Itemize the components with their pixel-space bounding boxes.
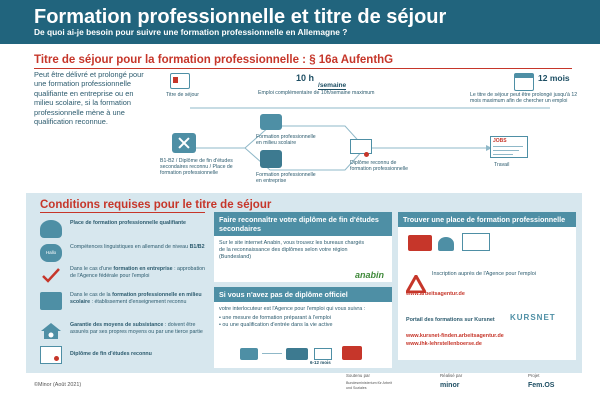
months-label: Le titre de séjour peut être prolongé jusqu'à 12 mois maximum afin de chercher un emploi bbox=[470, 92, 578, 105]
factory-icon bbox=[342, 346, 362, 360]
condition-item bbox=[40, 292, 205, 314]
panel-no-diploma bbox=[214, 287, 392, 367]
condition-text-bold: Garantie des moyens de subsistance bbox=[70, 322, 164, 328]
anabin-logo: anabin bbox=[354, 270, 384, 281]
condition-text-after: : établissement d'enseignement reconnu bbox=[90, 298, 187, 305]
section2-title: Conditions requises pour le titre de séjour bbox=[40, 199, 272, 211]
work-label: Travail bbox=[494, 162, 510, 168]
panel-find-place bbox=[398, 212, 576, 367]
certificate-icon bbox=[350, 139, 372, 154]
realized-by-label: Réalisé par bbox=[440, 373, 463, 378]
hours-small: /semaine bbox=[318, 82, 347, 89]
condition-text: Compétences linguistiques en allemand de niveau bbox=[70, 244, 190, 250]
jobs-newspaper-icon bbox=[490, 136, 528, 158]
school-building-icon bbox=[286, 348, 308, 360]
page-title: Formation professionnelle et titre de séjour bbox=[34, 6, 447, 28]
school-building-icon bbox=[260, 114, 282, 130]
minor-logo: minor bbox=[440, 382, 460, 389]
panel-recognize-body: Sur le site internet Anabin, vous trouvez les bureaux chargés de la reconnaissance des diplômes selon votre région (Bundesland) bbox=[219, 240, 365, 260]
section2-rule bbox=[40, 212, 205, 213]
supported-by-label: Soutenu par bbox=[346, 373, 370, 378]
school-label: Formation professionnelle en milieu scolaire bbox=[256, 134, 316, 147]
diploma-icon bbox=[40, 346, 62, 364]
condition-item bbox=[40, 346, 205, 368]
speech-bubble-icon bbox=[40, 244, 62, 262]
condition-text-bold: Diplôme de fin d'études reconnu bbox=[70, 351, 152, 357]
bullet-item: • une mesure de formation préparant à l'emploi bbox=[219, 314, 331, 321]
femos-logo: Fem.OS bbox=[528, 382, 555, 389]
copyright: ©Minor (Août 2021) bbox=[34, 382, 82, 388]
months-big: 12 mois bbox=[538, 73, 570, 83]
chart-board-icon bbox=[462, 233, 490, 251]
calendar-icon bbox=[514, 73, 534, 91]
months-text: 6-12 mois bbox=[310, 360, 331, 366]
calendar-icon bbox=[314, 348, 332, 360]
kursnet-link[interactable]: www.kursnet-finden.arbeitsagentur.de bbox=[406, 333, 504, 339]
recognized-label: Diplôme reconnu de formation professionnelle bbox=[350, 160, 408, 173]
factory-icon bbox=[260, 150, 282, 168]
condition-text-bold: B1/B2 bbox=[189, 244, 205, 250]
panel-recognize bbox=[214, 212, 392, 282]
condition-text-bold: formation professionnelle en milieu scolaire bbox=[70, 292, 202, 305]
bullet-item: • ou une qualification d'entrée dans la vie active bbox=[219, 321, 333, 328]
condition-item bbox=[40, 220, 205, 242]
speech-bubble-text: Hallo bbox=[45, 250, 57, 255]
panel-no-diploma-title: Si vous n'avez pas de diplôme officiel bbox=[214, 287, 392, 302]
condition-text-bold: formation en entreprise bbox=[113, 266, 173, 272]
section1-intro: Peut être délivré et prolongé pour une formation professionnelle qualifiante en entreprise ou en milieu scolaire, si la formation professionnelle mène à une qualification reconnue. bbox=[34, 70, 144, 127]
diploma-label: B1-B2 / Diplôme de fin d'études secondaires reconnu / Place de formation professionnelle bbox=[160, 158, 233, 177]
bullet-text: ou une qualification d'entrée dans la vie active bbox=[222, 321, 333, 328]
id-card-icon bbox=[170, 73, 190, 89]
section1-title: Titre de séjour pour la formation professionnelle : § 16a AufenthG bbox=[34, 54, 394, 66]
ministry-logo-text: Bundesministerium für Arbeit und Soziales bbox=[346, 381, 392, 390]
condition-text: Dans le cas de la bbox=[70, 292, 113, 298]
arrow-line bbox=[262, 353, 282, 354]
bullet-text: une mesure de formation préparant à l'emploi bbox=[222, 314, 331, 321]
jobs-text: JOBS bbox=[493, 138, 507, 144]
handshake-icon bbox=[40, 220, 62, 238]
panel-recognize-title: Faire reconnaître votre diplôme de fin d'études secondaires bbox=[214, 212, 392, 236]
condition-text: Dans le cas d'une bbox=[70, 266, 114, 272]
ba-text: Inscription auprès de l'Agence pour l'emploi bbox=[432, 271, 536, 277]
condition-text-after: : approbation de l'Agence fédérale pour l'emploi bbox=[70, 266, 205, 279]
hours-label: Emploi complémentaire de 10h/semaine maximum bbox=[258, 90, 375, 96]
person-icon bbox=[438, 237, 454, 251]
house-money-icon bbox=[40, 322, 62, 340]
condition-text: : doivent être assurés par ses propres moyens ou par une tierce partie bbox=[70, 322, 203, 335]
panel-find-title: Trouver une place de formation professionnelle bbox=[398, 212, 576, 227]
kursnet-logo: KURSNET bbox=[510, 313, 556, 322]
page-subtitle: De quoi ai-je besoin pour suivre une formation professionnelle en Allemagne ? bbox=[34, 27, 348, 37]
tools-icon bbox=[172, 133, 196, 153]
panel-no-diploma-intro: votre interlocuteur est l'Agence pour l'emploi qui vous suivra : bbox=[219, 306, 366, 312]
condition-item bbox=[40, 322, 205, 344]
permit-label: Titre de séjour bbox=[166, 92, 199, 98]
ba-link[interactable]: www.arbeitsagentur.de bbox=[406, 291, 465, 297]
ihk-link[interactable]: www.ihk-lehrstellenboerse.de bbox=[406, 341, 482, 347]
checkmark-arrow-icon bbox=[40, 266, 62, 284]
project-label: Projet bbox=[528, 373, 540, 378]
hours-big: 10 h bbox=[296, 73, 315, 83]
condition-text-bold: Place de formation professionnelle qualifiante bbox=[70, 220, 186, 226]
portals-text: Portail des formations sur Kursnet bbox=[406, 317, 495, 323]
company-label: Formation professionnelle en entreprise bbox=[256, 172, 316, 185]
condition-item bbox=[40, 266, 205, 288]
person-icon bbox=[240, 348, 258, 360]
laptop-icon bbox=[408, 235, 432, 251]
condition-item bbox=[40, 244, 205, 266]
school-building-icon bbox=[40, 292, 62, 310]
